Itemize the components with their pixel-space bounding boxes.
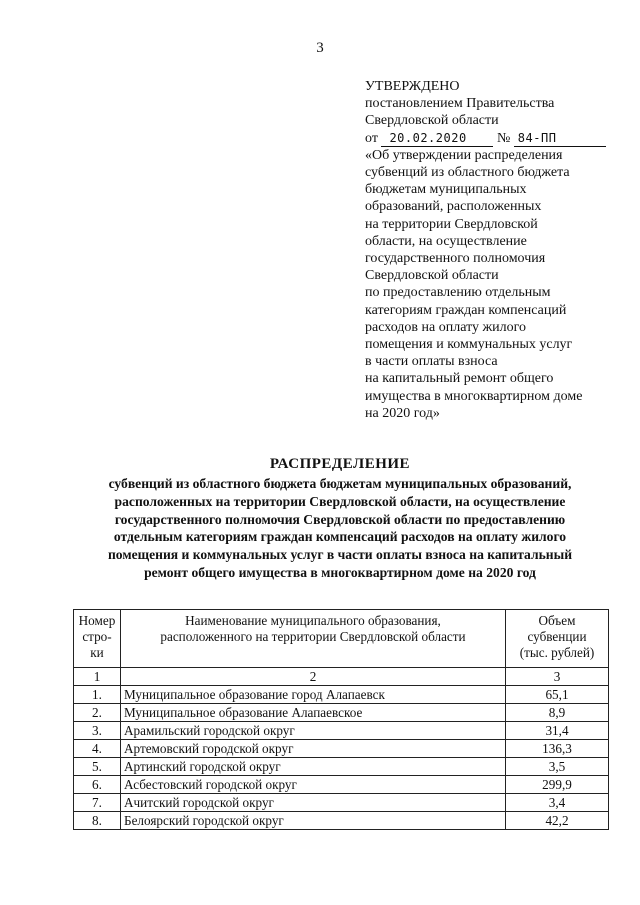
subventions-table bbox=[73, 609, 609, 830]
approval-issuer: постановлением Правительства bbox=[365, 96, 555, 112]
subvention-amount: 299,9 bbox=[506, 776, 609, 794]
subject-line: на 2020 год» bbox=[365, 405, 440, 421]
header-line: Номер bbox=[78, 613, 116, 628]
table-row bbox=[74, 758, 609, 776]
subject-line: имущества в многоквартирном доме bbox=[365, 388, 583, 404]
distribution-title-block bbox=[40, 456, 640, 582]
subvention-amount: 31,4 bbox=[506, 722, 609, 740]
subject-line: на капитальный ремонт общего bbox=[365, 371, 554, 387]
table-row bbox=[74, 740, 609, 758]
table-row bbox=[74, 704, 609, 722]
approval-subject bbox=[365, 147, 630, 422]
page-number: 3 bbox=[316, 40, 324, 56]
subject-line: «Об утверждении распределения bbox=[365, 147, 563, 163]
subject-line: государственного полномочия bbox=[365, 251, 546, 267]
subheading-line: помещения и коммунальных услуг в части оплаты взноса на капитальный bbox=[107, 547, 573, 563]
header-amount bbox=[506, 610, 609, 668]
subject-line: субвенций из областного бюджета bbox=[365, 165, 570, 181]
subvention-amount: 8,9 bbox=[506, 704, 609, 722]
row-number: 2. bbox=[74, 704, 121, 722]
distribution-heading: РАСПРЕДЕЛЕНИЕ bbox=[269, 456, 411, 472]
subject-line: помещения и коммунальных услуг bbox=[365, 337, 573, 353]
row-number: 1. bbox=[74, 686, 121, 704]
subject-line: области, на осуществление bbox=[365, 233, 527, 249]
decree-number: 84-ПП bbox=[517, 130, 557, 145]
header-line: стро- bbox=[82, 629, 112, 644]
subvention-amount: 65,1 bbox=[506, 686, 609, 704]
date-prefix: от bbox=[365, 130, 378, 146]
municipality-name: Артинский городской округ bbox=[121, 758, 506, 776]
subject-line: Свердловской области bbox=[365, 268, 499, 284]
subvention-amount: 3,5 bbox=[506, 758, 609, 776]
subject-line: на территории Свердловской bbox=[365, 216, 538, 232]
subheading-line: ремонт общего имущества в многоквартирном доме на 2020 год bbox=[144, 564, 536, 580]
row-number: 4. bbox=[74, 740, 121, 758]
approval-block bbox=[365, 78, 630, 422]
subject-line: образований, расположенных bbox=[365, 199, 542, 215]
municipality-name: Муниципальное образование Алапаевское bbox=[121, 704, 506, 722]
row-number: 6. bbox=[74, 776, 121, 794]
column-index: 3 bbox=[506, 668, 609, 686]
header-line: Наименование муниципального образования, bbox=[185, 613, 441, 628]
header-municipality bbox=[121, 610, 506, 668]
table-row bbox=[74, 794, 609, 812]
subheading-line: отдельным категориям граждан компенсаций расходов на оплату жилого bbox=[113, 529, 567, 545]
row-number: 8. bbox=[74, 812, 121, 830]
municipality-name: Артемовский городской округ bbox=[121, 740, 506, 758]
table-header-row bbox=[74, 610, 609, 668]
row-number: 5. bbox=[74, 758, 121, 776]
approval-date-number bbox=[365, 130, 630, 147]
row-number: 3. bbox=[74, 722, 121, 740]
subject-line: категориям граждан компенсаций bbox=[365, 302, 567, 318]
decree-date: 20.02.2020 bbox=[389, 130, 467, 145]
municipality-name: Арамильский городской округ bbox=[121, 722, 506, 740]
subvention-amount: 42,2 bbox=[506, 812, 609, 830]
subject-line: по предоставлению отдельным bbox=[365, 285, 551, 301]
approval-region: Свердловской области bbox=[365, 113, 499, 129]
subject-line: бюджетам муниципальных bbox=[365, 182, 527, 198]
subject-line: в части оплаты взноса bbox=[365, 354, 498, 370]
number-underline bbox=[514, 131, 606, 147]
subject-line: расходов на оплату жилого bbox=[365, 319, 527, 335]
municipality-name: Асбестовский городской округ bbox=[121, 776, 506, 794]
subvention-amount: 136,3 bbox=[506, 740, 609, 758]
approval-title: УТВЕРЖДЕНО bbox=[365, 79, 460, 94]
municipality-name: Ачитский городской округ bbox=[121, 794, 506, 812]
table-row bbox=[74, 776, 609, 794]
subvention-amount: 3,4 bbox=[506, 794, 609, 812]
subheading-line: государственного полномочия Свердловской области по предоставлению bbox=[114, 511, 566, 527]
header-row-number bbox=[74, 610, 121, 668]
column-index: 2 bbox=[121, 668, 506, 686]
row-number: 7. bbox=[74, 794, 121, 812]
header-line: ки bbox=[90, 645, 104, 660]
number-sign: № bbox=[496, 130, 511, 146]
municipality-name: Муниципальное образование город Алапаевск bbox=[121, 686, 506, 704]
date-underline bbox=[381, 131, 493, 147]
municipality-name: Белоярский городской округ bbox=[121, 812, 506, 830]
column-index: 1 bbox=[74, 668, 121, 686]
header-line: (тыс. рублей) bbox=[519, 645, 595, 660]
column-index-row bbox=[74, 668, 609, 686]
header-line: субвенции bbox=[527, 629, 587, 644]
table-row bbox=[74, 722, 609, 740]
table-row bbox=[74, 686, 609, 704]
header-line: Объем bbox=[538, 613, 576, 628]
subheading-line: расположенных на территории Свердловской области, на осуществление bbox=[114, 493, 566, 509]
subheading-line: субвенций из областного бюджета бюджетам муниципальных образований, bbox=[108, 476, 572, 491]
distribution-subheading bbox=[40, 475, 640, 582]
header-line: расположенного на территории Свердловской области bbox=[160, 629, 466, 644]
table-row bbox=[74, 812, 609, 830]
